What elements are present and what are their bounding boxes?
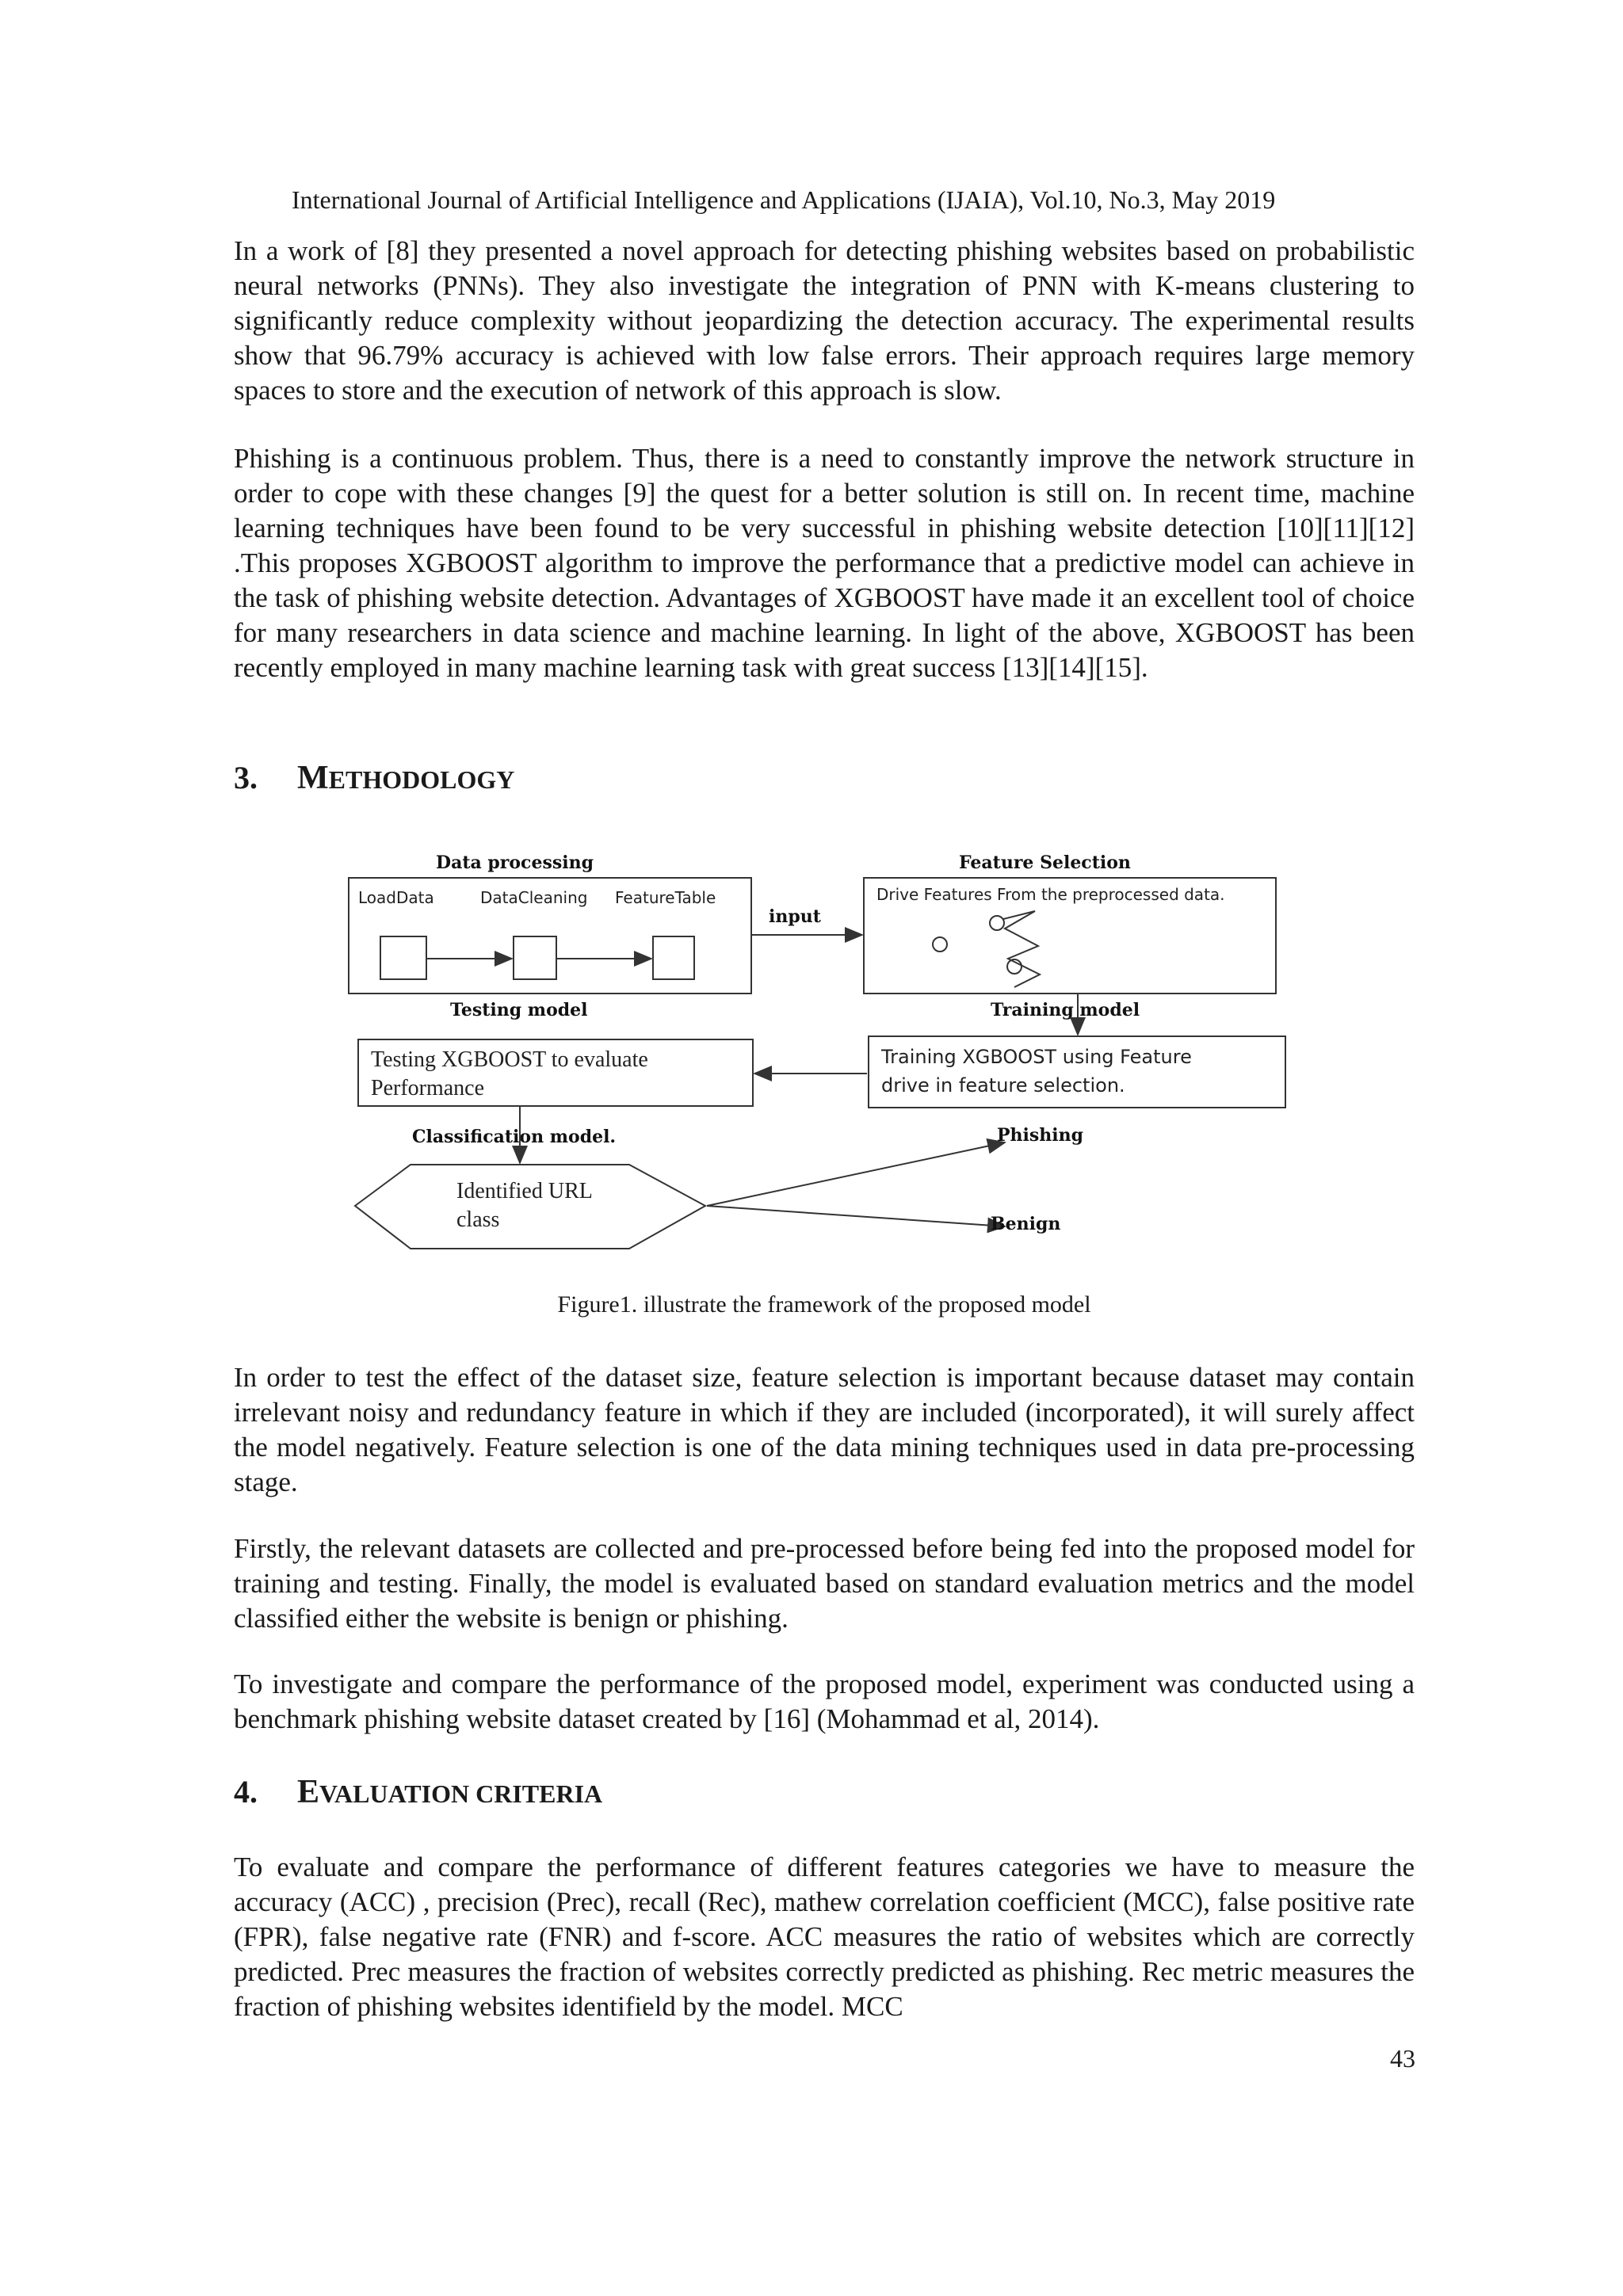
- section-title-initial: E: [297, 1774, 320, 1810]
- training-box-text: drive in feature selection.: [881, 1074, 1125, 1097]
- page-number: 43: [1390, 2044, 1415, 2073]
- testing-box-text: Testing XGBOOST to evaluate: [371, 1047, 648, 1072]
- feature-table-node: [653, 936, 694, 979]
- feature-branch-icon: [1003, 911, 1040, 987]
- load-data-node: [380, 936, 426, 979]
- section-title-rest: ETHODOLOGY: [328, 765, 515, 794]
- paragraph-phishing-problem: Phishing is a continuous problem. Thus, there is a need to constantly improve the network structure in order to cope with these changes [9] the quest for a better solution is still on. In recent time, machine learning techniques have been found to be very successful in phishing website detection [10][11][12] .This proposes XGBOOST algorithm to improve the performance that a predictive model can achieve in the task of phishing website detection. Advantages of XGBOOST have made it an excellent tool of choice for many researchers in data science and machine learning. In light of the above, XGBOOST has been recently employed in many machine learning task with great success [13][14][15].: [234, 443, 1415, 683]
- paragraph-evaluation-metrics: To evaluate and compare the performance of different features categories we have to measure the accuracy (ACC) , precision (Prec), recall (Rec), mathew correlation coefficient (MCC), false positive rate (FPR), false negative rate (FNR) and f-score. ACC measures the ratio of websites which are correctly predicted. Prec measures the fraction of websites correctly predicted as phishing. Rec metric measures the fraction of phishing websites identifield by the model. MCC: [234, 1852, 1415, 2022]
- feature-node-icon: [990, 916, 1004, 930]
- paragraph-pipeline: Firstly, the relevant datasets are collected and pre-processed before being fed into the proposed model for training and testing. Finally, the model is evaluated based on standard evaluation metrics and the model classified either the website is benign or phishing.: [234, 1533, 1415, 1634]
- section-title-initial: M: [297, 760, 329, 796]
- data-processing-label: Data processing: [436, 852, 594, 873]
- feature-selection-label: Feature Selection: [959, 852, 1131, 873]
- feature-table-label: FeatureTable: [615, 888, 716, 907]
- paragraph-dataset: To investigate and compare the performance of the proposed model, experiment was conducted using a benchmark phishing website dataset created by [16] (Mohammad et al, 2014).: [234, 1669, 1415, 1734]
- figure-caption: Figure1. illustrate the framework of the proposed model: [557, 1291, 1091, 1318]
- section-number: 3.: [234, 760, 258, 795]
- identified-text: Identified URL: [456, 1179, 593, 1203]
- section-heading-evaluation: [234, 1773, 602, 1813]
- paragraph-feature-selection: In order to test the effect of the dataset size, feature selection is important because dataset may contain irrelevant noisy and redundancy feature in which if they are included (incorporated), it will surely affect the model negatively. Feature selection is one of the data mining techniques used in data pre-processing stage.: [234, 1362, 1415, 1497]
- data-cleaning-label: DataCleaning: [480, 888, 588, 907]
- feature-node-icon: [933, 937, 947, 952]
- section-title-rest: VALUATION CRITERIA: [319, 1779, 603, 1808]
- section-number: 4.: [234, 1774, 258, 1810]
- input-label: input: [769, 906, 821, 927]
- phishing-label: Phishing: [997, 1125, 1084, 1146]
- load-data-label: LoadData: [358, 888, 434, 907]
- benign-label: Benign: [991, 1214, 1061, 1234]
- paragraph-related-work-pnn: In a work of [8] they presented a novel approach for detecting phishing websites based on probabilistic neural networks (PNNs). They also investigate the integration of PNN with K-means clustering to significantly reduce complexity without jeopardizing the detection accuracy. The experimental results show that 96.79% accuracy is achieved with low false errors. Their approach requires large memory spaces to store and the execution of network of this approach is slow.: [234, 235, 1415, 406]
- phishing-arrow: [707, 1142, 1005, 1206]
- training-model-label: Training model: [991, 1000, 1140, 1020]
- testing-model-label: Testing model: [450, 1000, 588, 1020]
- training-box-text: Training XGBOOST using Feature: [881, 1046, 1192, 1068]
- identified-text: class: [456, 1207, 500, 1232]
- benign-arrow: [707, 1206, 1005, 1226]
- classification-label: Classification model.: [412, 1127, 617, 1147]
- framework-figure: [341, 848, 1292, 1260]
- testing-box-text: Performance: [371, 1076, 485, 1100]
- section-heading-methodology: [234, 759, 514, 799]
- running-header: International Journal of Artificial Intelligence and Applications (IJAIA), Vol.10, No.3, May 2019: [292, 185, 1276, 214]
- identified-url-hexagon: [355, 1165, 705, 1249]
- data-cleaning-node: [514, 936, 556, 979]
- feature-selection-text: Drive Features From the preprocessed data.: [876, 885, 1225, 904]
